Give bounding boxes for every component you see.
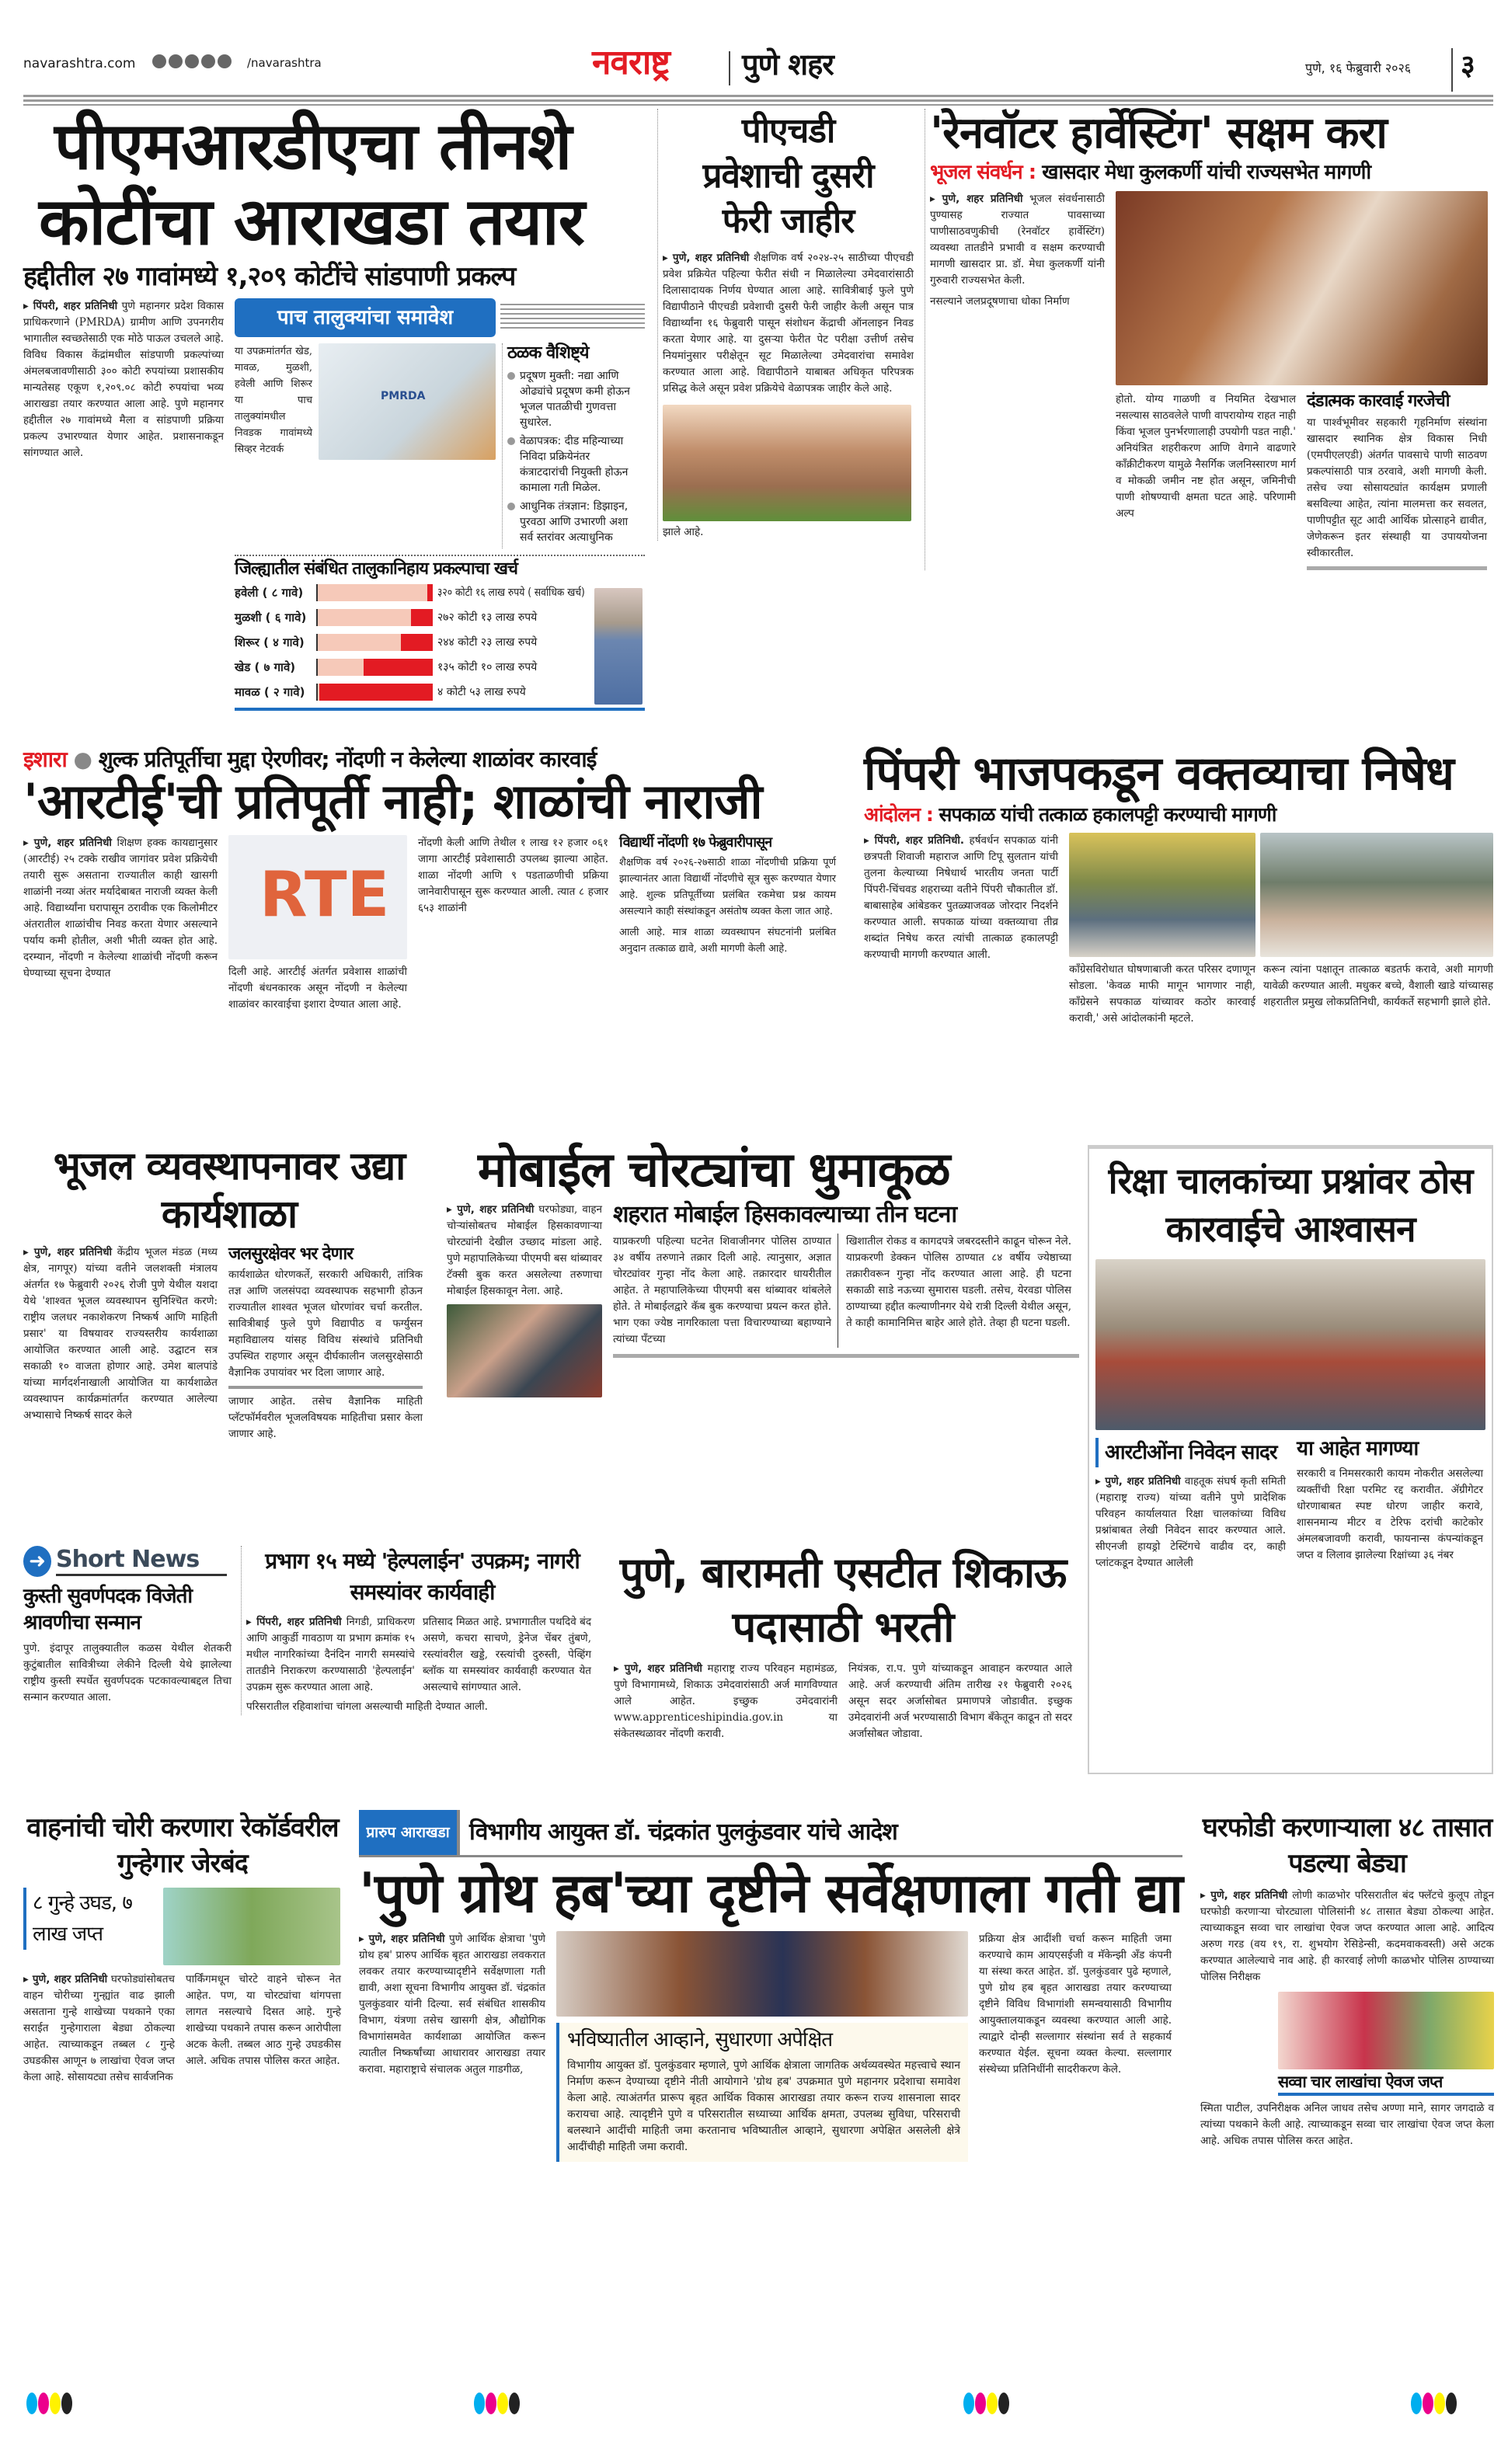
- chart-bar: [427, 584, 433, 601]
- rickshaw-box1-title: आरटीओंना निवेदन सादर: [1105, 1441, 1277, 1464]
- masthead-logo: नवराष्ट्र: [592, 43, 670, 82]
- rain-closing: नसल्याने जलप्रदूषणाचा धोका निर्माण: [930, 295, 1070, 308]
- rain-col2: होतो. योग्य गाळणी व नियमित देखभाल नसल्यास साठवलेले पाणी वापरायोग्य राहत नाही किंवा भूजल पुनर्भरणालाही उपयोगी पडत नाही.' अनियंत्रित शहरीकरण आणि वेगाने वाढणारे काँक्रीटीकरण यामुळे नैसर्गिक जलनिस्सारण मार्ग व मोकळी जमीन नष्ट होत असून, जमिनीची पाणी शोषण्याची क्षमता घटत आहे. परिणामी अल्प: [1116, 393, 1296, 520]
- chart-bar-row: [235, 605, 588, 630]
- rte-col2: दिली आहे. आरटीई अंतर्गत प्रवेशास शाळांची नोंदणी बंधनकारक असून नोंदणी न केलेल्या शाळांवर कारवाईचा इशारा देण्यात आला आहे.: [228, 966, 407, 1011]
- bhujal-box-rule: [228, 1386, 423, 1389]
- stripe-rule: [500, 304, 645, 332]
- mobile-headline: मोबाईल चोरट्यांचा धुमाकूळ: [478, 1141, 950, 1198]
- bhujal-box-title: जलसुरक्षेवर भर देणार: [228, 1244, 353, 1264]
- gharfodi-headline: घरफोडी करणाऱ्याला ४८ तासात पडल्या बेड्या: [1202, 1812, 1492, 1879]
- rickshaw-body: ▸ पुणे, शहर प्रतिनिधी वाहतूक संघर्ष कृती समिती (महाराष्ट्र राज्य) यांच्या वतीने पुणे प्रादेशिक परिवहन कार्यालयात रिक्षा चालकांच्या विविध प्रश्नांबाबत लेखी निवेदन सादर करण्यात आले. सीएनजी हायड्रो टेस्टिंगचे वाढीव दर, काही प्लांटकडून देण्यात आलेली: [1095, 1475, 1286, 1569]
- facebook-icon[interactable]: [152, 54, 166, 68]
- short-news-headline: कुस्ती सुवर्णपदक विजेती श्रावणीचा सन्मान: [23, 1585, 193, 1634]
- gharfodi-col-bottom: स्मिता पाटील, उपनिरीक्षक अनिल जाधव तसेच अण्णा माने, सागर जगदाळे व त्यांच्या पथकाने केली आहे. त्याच्याकडून सव्वा चार लाखांचा ऐवज जप्त केला आहे. अधिक तपास पोलिस करत आहेत.: [1200, 2102, 1494, 2148]
- growth-headline: 'पुणे ग्रोथ हब'च्या दृष्टीने सर्वेक्षणाला गती द्या: [359, 1861, 1182, 1925]
- chart-category-label: खेड ( ७ गावे): [235, 660, 296, 674]
- helpline-headline: प्रभाग १५ मध्ये 'हेल्पलाईन' उपक्रम; नागरी समस्यांवर कार्यवाही: [265, 1548, 580, 1605]
- chart-value-label: ३२० कोटी १६ लाख रुपये ( सर्वाधिक खर्च): [437, 586, 585, 600]
- rte-col3: नोंदणी केली आणि तेथील १ लाख १२ हजार ०६१ जागा आरटीई प्रवेशासाठी उपलब्ध झाल्या आहेत. शाळा नोंदणी आणि ९ पडताळणीची प्रक्रिया जानेवारीपासून सुरू करण्यात आली. त्यात ८ हजार ६५३ शाळांनी: [418, 837, 608, 915]
- mobile-lead-end: आहे.: [543, 1285, 563, 1298]
- gharfodi-story: [1200, 1810, 1494, 2149]
- chart-category-label: हवेली ( ८ गावे): [235, 585, 304, 600]
- rte-illustration-label: RTE: [259, 858, 390, 931]
- river-photo: [594, 588, 643, 705]
- youtube-icon[interactable]: [201, 54, 215, 68]
- phd-body: ▸ पुणे, शहर प्रतिनिधी शैक्षणिक वर्ष २०२४-२५ साठीच्या पीएचडी प्रवेश प्रक्रियेत पहिल्या फेरीत संधी न मिळालेल्या उमेदवारांसाठी दिलासादायक निर्णय घेण्यात आला आहे. सावित्रीबाई फुले पुणे विद्यापीठाने पीएचडी प्रवेशाची दुसरी फेरी जाहीर केली असून पात्र विद्यार्थ्यांना १६ फेब्रुवारी पासून संशोधन केंद्राची ऑनलाइन निवड करता येणार आहे. या दुसऱ्या फेरीत पेट परीक्षा उत्तीर्ण तसेच नियमांनुसार परीक्षेतून सूट मिळालेल्या उमेदवारांचा समावेश करण्यात आला आहे. विद्यापीठाने याबाबत अधिकृत परिपत्रक प्रसिद्ध केले असून प्रवेश प्रक्रियेचे वेळापत्रक जाहीर केले आहे.: [663, 252, 914, 395]
- parliament-photo: [1116, 191, 1488, 385]
- growth-story: [359, 1810, 1182, 2162]
- rte-box-text: शैक्षणिक वर्ष २०२६-२७साठी शाळा नोंदणीची प्रक्रिया पूर्ण झाल्यानंतर आता विद्यार्थी नोंदणीचे सूत्र सुरू करण्यात येणार आहे. शुल्क प्रतिपूर्तीच्या प्रलंबित रकमेचा प्रश्न कायम असल्याने काही संस्थांकडून असंतोष व्यक्त केला जात आहे.: [619, 857, 836, 918]
- vehicle-story: [23, 1810, 342, 2086]
- registration-marks: [26, 2393, 73, 2417]
- bjp-subhead: आंदोलन : सपकाळ यांची तत्काळ हकालपट्टी करण्याची मागणी: [864, 803, 1276, 826]
- rain-subhead: भूजल संवर्धन : खासदार मेधा कुलकर्णी यांची राज्यसभेत मागणी: [930, 161, 1371, 185]
- rte-kicker: इशारा ● शुल्क प्रतिपूर्तीचा मुद्दा ऐरणीवर; नोंदणी न केलेल्या शाळांवर कारवाई: [23, 747, 597, 772]
- pmrda-headline: पीएमआरडीएचा तीनशे: [54, 108, 572, 184]
- vehicle-subhead: ८ गुन्हे उघड, ७ लाख जप्त: [33, 1892, 132, 1946]
- phd-closing: झाले आहे.: [663, 526, 704, 538]
- helpline-body: ▸ पिंपरी, शहर प्रतिनिधी निगडी, प्राधिकरण आणि आकुर्डी गावठाण या प्रभाग क्रमांक १५ मधील नागरिकांच्या दैनंदिन नागरी समस्यांचे तातडीने निराकरण करण्यासाठी 'हेल्पलाईन' उपक्रम सुरू करण्यात आला आहे.: [246, 1616, 415, 1693]
- rain-box-text: या पार्श्वभूमीवर सहकारी गृहनिर्माण संस्थांना खासदार स्थानिक क्षेत्र विकास निधी (एमपीएलएडी) अंतर्गत पावसाचे पाणी साठवण प्रकल्पांसाठी पात्र ठरवावे, अशी मागणी केली. तसेच ज्या सोसायट्यांत कार्यक्षम प्रणाली बसविल्या आहेत, त्यांना मालमत्ता कर सवलत, पाणीपट्टीत सूट आदी आर्थिक प्रोत्साहने द्यावीत, जेणेकरून इतर संस्थाही या उपाययोजना स्वीकारतील.: [1307, 416, 1487, 559]
- short-news: [23, 1546, 232, 1706]
- rain-headline: 'रेनवॉटर हार्वेस्टिंग' सक्षम करा: [930, 108, 1387, 158]
- chart-category-label: शिरूर ( ४ गावे): [235, 635, 305, 649]
- pmrda-box-text: या उपक्रमांतर्गत खेड, मावळ, मुळशी, हवेली आणि शिरूर या पाच तालुक्यांमधील निवडक गावांमध्ये सिव्हर नेटवर्क: [235, 346, 312, 456]
- phd-headline: पीएचडी प्रवेशाची दुसरी फेरी जाहीर: [702, 111, 874, 241]
- mobile-subhead: शहरात मोबाईल हिसकावल्याच्या तीन घटना: [613, 1201, 957, 1229]
- pmrda-story: [23, 109, 645, 711]
- mobile-col2: खिशातील रोकड व कागदपत्रे जबरदस्तीने काढून चोरून नेले. याप्रकरणी डेक्कन पोलिस ठाण्यात ८४ वर्षीय ज्येष्ठाच्या तक्रारीवरून गुन्हा नोंद करण्यात आला आहे. ही घटना सकाळी साडे नऊच्या सुमारास घडली. तसेच, येरवडा पोलिस ठाण्याच्या हद्दीत कल्याणीनगर येथे रात्री दिल्ली येथील असून, ते काही कामानिमित्त बाहेर आले होते. तेव्हा ही घटना घडली.: [846, 1234, 1071, 1329]
- site-url[interactable]: navarashtra.com: [23, 56, 136, 71]
- masthead-divider: [729, 51, 730, 85]
- short-news-text: पुणे. इंदापूर तालुक्यातील कळस येथील शेतकरी कुटुंबातील सावित्रीच्या लेकीने दिल्ली येथे झालेल्या राष्ट्रीय कुस्ती स्पर्धेत सुवर्णपदक पटकावल्याबद्दल तिचा सन्मान करण्यात आला.: [23, 1642, 232, 1704]
- gharfodi-body: ▸ पुणे, शहर प्रतिनिधी लोणी काळभोर परिसरातील बंद फ्लॅटचे कुलूप तोडून घरफोडी करणाऱ्या चोरट्याला पोलिसांनी ४८ तासात बेड्या ठोकल्या आहेत. त्याच्याकडून सव्वा चार लाखांचा ऐवज जप्त करण्यात आला आहे. आदित्य अरुण गरड (वय १९, रा. शुभयोग रेसिडेन्सी, कदमवाकवस्ती) असे अटक करण्यात आलेल्याचे नाव आहे. ही कारवाई लोणी काळभोर पोलिस ठाण्याच्या पोलिस निरीक्षक: [1200, 1889, 1494, 1983]
- highlights-title: ठळक वैशिष्ट्ये: [507, 343, 589, 364]
- registration-marks: [474, 2393, 521, 2417]
- chart-bar-row: [235, 655, 588, 680]
- mobile-rule: [613, 1354, 1079, 1358]
- vehicle-body: ▸ पुणे, शहर प्रतिनिधी घरफोड्यांसोबतच वाहन चोरीच्या गुन्ह्यांत वाढ झाली असताना गुन्हे शाखेच्या पथकाने एका सराईत गुन्हेगाराला बेड्या ठोकल्या आहेत. त्याच्याकडून तब्बल ८ गुन्हे उघडकीस आणून ७ लाखांचा ऐवज जप्त केला आहे. सोसायट्या तसेच सार्वजनिक: [23, 1973, 175, 2083]
- rain-box-title: दंडात्मक कारवाई गरजेची: [1307, 392, 1450, 412]
- st-headline: पुणे, बारामती एसटीत शिकाऊ पदासाठी भरती: [619, 1548, 1067, 1651]
- header-rule: [23, 95, 1493, 97]
- mobile-story: [447, 1142, 1080, 1397]
- highlights-box: [502, 343, 639, 548]
- issue-date: पुणे, १६ फेब्रुवारी २०२६: [1305, 61, 1412, 75]
- chart-bar: [401, 634, 433, 651]
- helpline-closing: परिसरातील रहिवाशांचा चांगला असल्याची माहिती देण्यात आली.: [246, 1700, 488, 1713]
- helpline-col2: प्रतिसाद मिळत आहे. प्रभागातील पथदिवे बंद असणे, कचरा साचणे, ड्रेनेज चेंबर तुंबणे, रस्त्यांवरील खड्डे, रस्त्यांची दुरुस्ती, पेव्हिंग ब्लॉक या समस्यांवर कार्यवाही करण्यात येत असल्याचे सांगण्यात आले.: [423, 1616, 591, 1693]
- vehicle-headline: वाहनांची चोरी करणारा रेकॉर्डवरील गुन्हेगार जेरबंद: [26, 1812, 339, 1879]
- bjp-story: [864, 747, 1493, 1027]
- vehicle-col2: पार्किंगमधून चोरटे वाहने चोरून नेत आहेत. पण, या चोरट्यांचा थांगपत्ता लागत नसल्याचे दिसत आहे. गुन्हे शाखेच्या पथकाने तपास करून आरोपीला अटक केली. तब्बल आठ गुन्हे उघडकीस आले. अधिक तपास पोलिस करत आहेत.: [186, 1973, 341, 2067]
- social-handle: /navarashtra: [247, 56, 322, 70]
- date-divider: [1451, 48, 1453, 92]
- growth-body: ▸ पुणे, शहर प्रतिनिधी पुणे आर्थिक क्षेत्राचा 'पुणे ग्रोथ हब' प्रारुप आर्थिक बृहत आराखडा लवकरात लवकर तयार करण्याच्यादृष्टीने सर्वेक्षणाला गती द्यावी, अशा सूचना विभागीय आयुक्त डॉ. चंद्रकांत पुलकुंडवार यांनी दिल्या. सर्व संबंधित शासकीय विभाग, यंत्रणा तसेच खासगी क्षेत्र, औद्योगिक विभागांसमवेत कार्यशाळा आयोजित करून त्यातील निष्कर्षांच्या आधारावर आराखडा तयार करावा. महाराष्ट्राचे संचालक अतुल गाडगीळ,: [359, 1932, 545, 2076]
- social-icons: [152, 54, 232, 68]
- growth-box-text: विभागीय आयुक्त डॉ. पुलकुंडवार म्हणाले, पुणे आर्थिक क्षेत्राला जागतिक अर्थव्यवस्थेत महत्त्वाचे स्थान निर्माण करून देण्याच्या दृष्टीने नीती आयोगाने 'ग्रोथ हब' उपक्रमात पुणे महानगर प्रदेशाचा समावेश केला आहे. त्याअंतर्गत प्रारूप बृहत आर्थिक विकास आराखडा तयार करून राज्य शासनाला सादर करायचा आहे. त्यादृष्टीने पुणे व परिसरातील सध्याच्या आर्थिक क्षमता, उपलब्ध सुविधा, परिसराची बलस्थाने आदींची माहिती जमा करतानाच भविष्यातील आव्हाने, सुधारणा अपेक्षित असलेली क्षेत्रे आदींचीही माहिती जमा करावी.: [567, 2059, 960, 2154]
- rickshaw-headline: रिक्षा चालकांच्या प्रश्नांवर ठोस कारवाईचे आश्वासन: [1108, 1160, 1473, 1250]
- growth-kicker: विभागीय आयुक्त डॉ. चंद्रकांत पुलकुंडवार यांचे आदेश: [469, 1818, 897, 1846]
- pmrda-body: ▸ पिंपरी, शहर प्रतिनिधी पुणे महानगर प्रदेश विकास प्राधिकरणाने (PMRDA) ग्रामीण आणि उपनगरीय भागातील स्वच्छतेसाठी एक मोठे पाऊल उचलले आहे. विविध विकास केंद्रांमधील सांडपाणी प्रकल्पांच्या अंमलबजावणीसाठी ३०० कोटी रुपयांच्या प्रशासकीय मान्यतेसह एकूण १,२०९.०८ कोटी रुपयांचा भव्य आराखडा तयार करण्यात आला आहे. पुणे महानगर हद्दीतील २७ गावांमध्ये मैला व सांडपाणी प्रक्रिया प्रकल्प उभारण्यात येणार आहेत. प्रशासनाकडून सांगण्यात आले.: [23, 300, 224, 460]
- growth-box: [556, 2023, 968, 2163]
- growth-col-right: प्रक्रिया क्षेत्र आदींशी चर्चा करून माहिती जमा करण्याचे काम आयएसईजी व मॅकेन्झी अँड कंपनी या संस्था करत आहेत. डॉ. पुलकुंडवार पुढे म्हणाले, पुणे ग्रोथ हब बृहत आराखडा तयार करण्याच्या दृष्टीने विविध विभागांशी समन्वयासाठी विभागीय आयुक्तालयाकडून व्यवस्था करण्यात आली आहे. त्याद्वारे दोन्ही सल्लागार संस्थांना सर्व ते सहकार्य करण्यात येईल. सूचना व्यक्त केल्या. सल्लागार संस्थेच्या प्रतिनिधींनी सादरीकरण केले.: [979, 1932, 1172, 2076]
- st-story: [614, 1546, 1072, 1742]
- chart-category-label: मावळ ( २ गावे): [235, 684, 305, 699]
- rte-body: ▸ पुणे, शहर प्रतिनिधी शिक्षण हक्क कायद्यानुसार (आरटीई) २५ टक्के राखीव जागांवर प्रवेश प्रक्रियेची तयारी सुरू असताना राज्यातील काही खासगी शाळांनी नव्या अंतर मर्यादेबाबत नाराजी व्यक्त केली आहे. विद्यार्थ्यांना घरापासून ठरावीक एक किलोमीटर अंतरातील शाळांचीच निवड करता येणार असल्याने पर्याय कमी होतील, अशी भीती व्यक्त होत आहे. दरम्यान, नोंदणी न केलेल्या शाळांची नोंदणी करून घेण्याच्या सूचना देण्यात: [23, 837, 218, 980]
- chart-title: जिल्ह्यातील संबंधित तालुकानिहाय प्रकल्पाचा खर्च: [235, 559, 517, 579]
- registration-marks: [1411, 2393, 1457, 2417]
- mobile-snatching-photo: [447, 1304, 602, 1397]
- rte-headline: 'आरटीई'ची प्रतिपूर्ती नाही; शाळांची नाराजी: [23, 773, 762, 830]
- pmrda-subhead: हद्दीतील २७ गावांमध्ये १,२०९ कोटींचे सांडपाणी प्रकल्प: [23, 261, 516, 293]
- edition-name: पुणे शहर: [742, 47, 834, 82]
- bhujal-box-text: कार्यशाळेत धोरणकर्ते, सरकारी अधिकारी, तांत्रिक तज्ञ आणि जलसंपदा व्यवस्थापक सहभागी होऊन राज्यातील शाश्वत भूजल धोरणांवर चर्चा करतील. सावित्रीबाई फुले पुणे विद्यापीठ व फर्ग्युसन महाविद्यालय यांसह विविध संस्थांचे प्रतिनिधी उपस्थित राहणार असून दीर्घकालीन जलसुरक्षेसाठी वैज्ञानिक उपायांवर भर दिला जाणार आहे.: [228, 1269, 423, 1380]
- rte-side-box: [619, 835, 836, 957]
- rain-box-rule: [1307, 566, 1487, 570]
- growth-box-title: भविष्यातील आव्हाने, सुधारणा अपेक्षित: [567, 2027, 833, 2052]
- chart-bar: [411, 609, 433, 626]
- bhujal-body: ▸ पुणे, शहर प्रतिनिधी केंद्रीय भूजल मंडळ (मध्य क्षेत्र, नागपूर) यांच्या वतीने जलशक्ती मंत्रालय अंतर्गत १७ फेब्रुवारी २०२६ रोजी पुणे येथील यशदा येथे 'शाश्वत भूजल व्यवस्थापन सुनिश्चित करणे: राष्ट्रीय जलधर नकाशेकरण निष्कर्ष आणि माहिती प्रसार' या विषयावर राज्यस्तरीय कार्यशाळा आयोजित करण्यात आली आहे. उद्घाटन सत्र सकाळी १० वाजता होणार आहे. उमेश बालपांडे यांच्या मार्गदर्शनाखाली आयोजित या कार्यशाळेत व्यवस्थापन कार्यक्रमांतर्गत करण्यात आलेल्या अभ्यासाचे निष्कर्ष सादर केले: [23, 1246, 218, 1422]
- rte-illustration: [228, 835, 407, 959]
- burglar-illustration: [1278, 1992, 1494, 2069]
- st-col2: नियंत्रक, रा.प. पुणे यांच्याकडून आवाहन करण्यात आले आहे. अर्ज करण्याची अंतिम तारीख २१ फेब्रुवारी २०२६ असून सदर अर्जासोबत प्रमाणपत्रे जोडावीत. इच्छुक उमेदवारांनी अर्ज भरण्यासाठी विभाग बँकेतून काढून तो सदर अर्जासोबत जोडावा.: [848, 1662, 1072, 1740]
- university-photo: [663, 405, 911, 521]
- short-news-logo: ➜: [23, 1546, 51, 1577]
- bhujal-story: [23, 1142, 435, 1443]
- protest-photo: [1069, 833, 1255, 957]
- bjp-headline: पिंपरी भाजपकडून वक्तव्याचा निषेध: [864, 747, 1454, 801]
- chart-category-label: मुळशी ( ६ गावे): [235, 610, 307, 625]
- arrest-illustration: [163, 1888, 340, 1965]
- page-number: ३: [1461, 50, 1475, 82]
- header-rule: [23, 104, 1493, 106]
- highlight-item: प्रदूषण मुक्ती: नद्या आणि ओढ्यांचे प्रदूषण कमी होऊन भूजल पातळीची गुणवत्ता सुधारेल.: [507, 368, 639, 430]
- project-cost-chart: [235, 555, 645, 711]
- chart-value-label: १३५ कोटी १० लाख रुपये: [437, 661, 538, 674]
- highlight-item: आधुनिक तंत्रज्ञान: डिझाइन, पुरवठा आणि उभारणी अशा सर्व स्तरांवर अत्याधुनिक: [507, 499, 639, 545]
- growth-tag: प्रारुप आराखडा: [359, 1810, 460, 1855]
- chart-value-label: ४ कोटी ५३ लाख रुपये: [437, 686, 526, 699]
- bjp-body: ▸ पिंपरी, शहर प्रतिनिधी. हर्षवर्धन सपकाळ यांनी छत्रपती शिवाजी महाराज आणि टिपू सुलतान यांची तुलना केल्याच्या निषेधार्थ भारतीय जनता पार्टी पिंपरी-चिंचवड शहराच्या वतीने पिंपरी चौकातील डॉ. बाबासाहेब आंबेडकर पुतळ्याजवळ जोरदार निदर्शने करण्यात आली. सपकाळ यांच्या वक्तव्याचा तीव्र शब्दांत निषेध करत त्यांची तात्काळ हकालपट्टी करण्याची मागणी करण्यात आली.: [864, 834, 1058, 961]
- rickshaw-box: [1088, 1145, 1493, 1774]
- short-news-label: Short News: [56, 1547, 227, 1576]
- chart-bar: [319, 684, 433, 701]
- chart-value-label: २७२ कोटी १३ लाख रुपये: [437, 611, 538, 625]
- instagram-icon[interactable]: [169, 54, 183, 68]
- pmrda-photo-label: PMRDA: [381, 390, 426, 403]
- chart-value-label: २४४ कोटी २३ लाख रुपये: [437, 636, 538, 649]
- mobile-col1: याप्रकरणी पहिल्या घटनेत शिवाजीनगर पोलिस ठाण्यात ३४ वर्षीय तरुणाने तक्रार दिली आहे. त्यानुसार, अज्ञात चोरट्यांवर गुन्हा नोंद केला आहे. तक्रारदार धायरीतील आहेत. ते महापालिकेच्या पीएमपी बस थांब्यावर थांबलेले होते. ते मोबाईलद्वारे कॅब बुक करण्याचा प्रयत्न करत होते. भाग एका ज्येष्ठ नागरिकाला पत्ता विचारण्याच्या बहाण्याने त्यांच्या पँटच्या: [613, 1234, 838, 1348]
- mobile-body: ▸ पुणे, शहर प्रतिनिधी घरफोड्या, वाहन चोऱ्यांसोबतच मोबाईल हिसकावणाऱ्या चोरट्यांनी देखील उच्छाद मांडला आहे. पुणे महापालिकेच्या पीएमपी बस थांब्यावर टॅक्सी बुक करत असलेल्या तरुणाचा मोबाईल हिसकावून नेला. आहे.: [447, 1203, 602, 1298]
- rickshaw-meeting-photo: [1095, 1259, 1485, 1430]
- protest-photo: [1260, 833, 1493, 957]
- phd-story: [657, 109, 914, 541]
- gharfodi-caption: सव्वा चार लाखांचा ऐवज जप्त: [1278, 2072, 1494, 2096]
- pmrda-headline: कोटींचा आराखडा तयार: [39, 183, 585, 259]
- pmrda-building-photo: [319, 343, 496, 460]
- rte-col5: आली आहे. मात्र शाळा व्यवस्थापन संघटनांनी प्रलंबित अनुदान तत्काळ द्यावे, अशी मागणी केली आहे.: [619, 927, 836, 955]
- x-icon[interactable]: [185, 54, 199, 68]
- meeting-photo: [556, 1931, 968, 2017]
- chart-bar: [364, 659, 433, 676]
- bjp-col2: काँग्रेसविरोधात घोषणाबाजी करत परिसर दणाणून सोडला. 'केवळ माफी मागून भागणार नाही, काँग्रेसने सपकाळ यांच्यावर कठोर कारवाई करावी,' असे आंदोलकांनी म्हटले.: [1069, 962, 1255, 1025]
- chart-bar-row: [235, 630, 588, 655]
- rickshaw-box2-text: सरकारी व निमसरकारी कायम नोकरीत असलेल्या व्यक्तींची रिक्षा परमिट रद्द करावीत. ॲग्रीगेटर धोरणाबाबत स्पष्ट धोरण जाहीर करावे, शासनमान्य मीटर व टेरिफ दरांची काटेकोर अंमलबजावणी करावी, फायनान्स कंपन्यांकडून जप्त व लिलाव झालेल्या रिक्षांच्या ३६ नंबर: [1297, 1467, 1483, 1561]
- chart-bar-track: [316, 659, 433, 676]
- rte-box-title: विद्यार्थी नोंदणी १७ फेब्रुवारीपासून: [619, 834, 772, 851]
- rickshaw-box2-title: या आहेत मागण्या: [1297, 1437, 1419, 1460]
- chart-bar-row: [235, 680, 588, 705]
- helpline-story: [241, 1546, 598, 1715]
- chart-bar-track: [316, 584, 433, 601]
- rte-story: [23, 747, 847, 1013]
- chart-bar-track: [316, 634, 433, 651]
- registration-marks: [963, 2393, 1010, 2417]
- bjp-col3: करून त्यांना पक्षातून तात्काळ बडतर्फ करावे, अशी मागणी यावेळी करण्यात आली. मधुकर बच्चे, वैशाली खाडे यांच्यासह शहरातील प्रमुख लोकप्रतिनिधी, कार्यकर्ते सहभागी झाले होते.: [1263, 962, 1493, 1008]
- st-body: ▸ पुणे, शहर प्रतिनिधी महाराष्ट्र राज्य परिवहन महामंडळ, पुणे विभागामध्ये, शिकाऊ उमेदवारांसाठी अर्ज मागविण्यात आले आहेत. इच्छुक उमेदवारांनी www.apprenticeshipindia.gov.in या संकेतस्थळावर नोंदणी करावी.: [614, 1662, 838, 1740]
- pmrda-box-title: पाच तालुक्यांचा समावेश: [235, 298, 496, 337]
- rain-story: [925, 109, 1493, 570]
- header-rule: [23, 99, 1493, 102]
- chart-bar-track: [316, 609, 433, 626]
- bhujal-headline: भूजल व्यवस्थापनावर उद्या कार्यशाळा: [53, 1143, 406, 1237]
- chart-bar-track: [316, 684, 433, 701]
- chart-bar-row: [235, 580, 588, 605]
- highlight-item: वेळापत्रक: दीड महिन्याच्या निविदा प्रक्रियेनंतर कंत्राटदारांची नियुक्ती होऊन कामाला गती मिळेल.: [507, 433, 639, 496]
- rain-body: ▸ पुणे, शहर प्रतिनिधी भूजल संवर्धनासाठी पुण्यासह राज्यात पावसाच्या पाणीसाठवणुकीची (रेनवॉटर हार्वेस्टिंग) व्यवस्था तातडीने प्रभावी व सक्षम करण्याची मागणी खासदार प्रा. डॉ. मेधा कुलकर्णी यांनी गुरुवारी राज्यसभेत केली. नसल्याने जलप्रदूषणाचा धोका निर्माण: [930, 191, 1105, 310]
- linkedin-icon[interactable]: [218, 54, 232, 68]
- bhujal-col2b: जाणार आहेत. तसेच वैज्ञानिक माहिती प्लॅटफॉर्मवरील भूजलविषयक माहितीचा प्रसार केला जाणार आहे.: [228, 1395, 423, 1441]
